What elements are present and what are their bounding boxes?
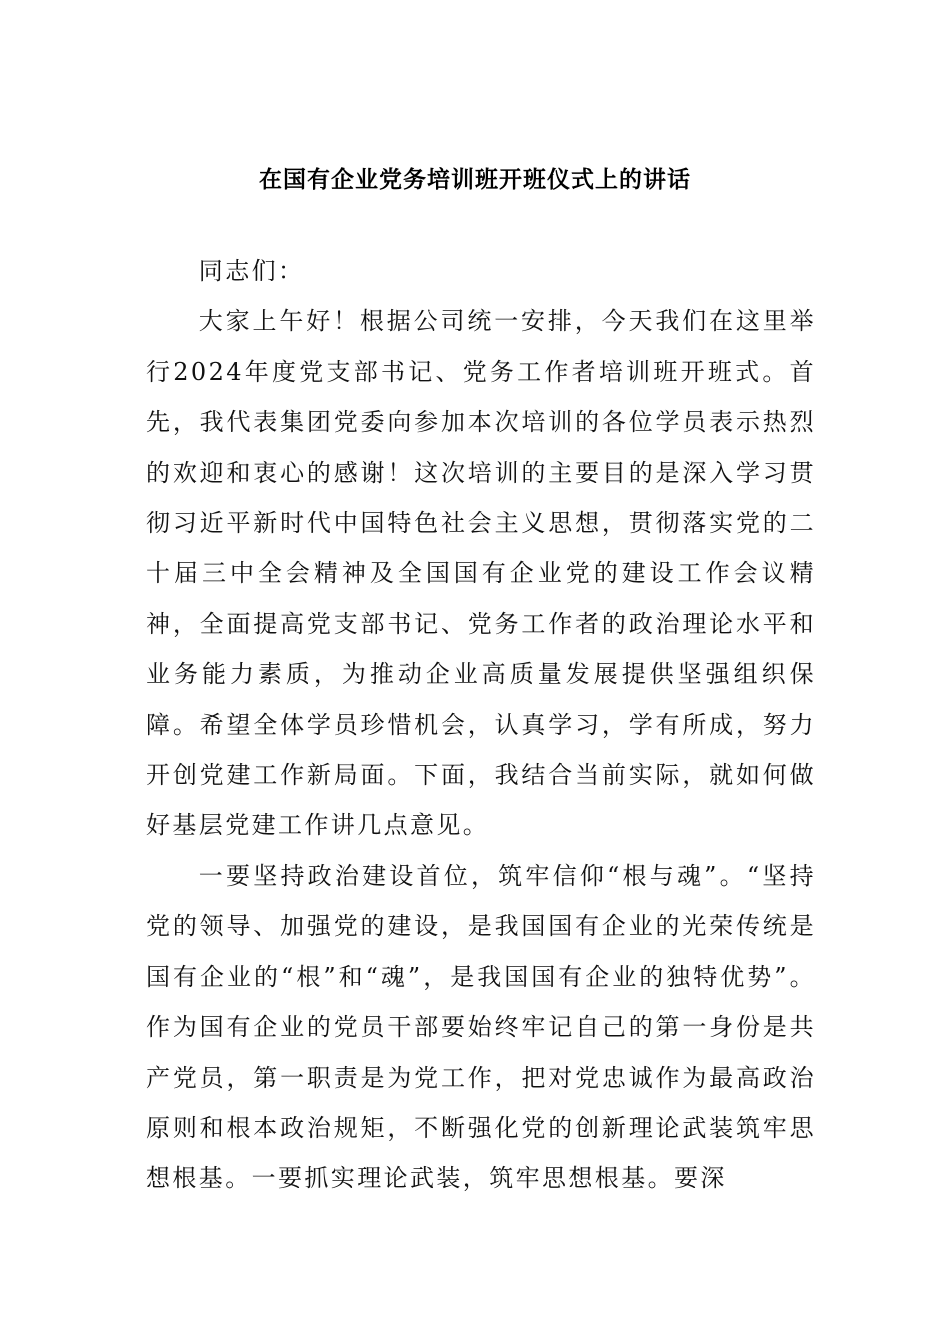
paragraph-political-building: 一要坚持政治建设首位，筑牢信仰“根与魂”。“坚持党的领导、加强党的建设，是我国国有企业的光荣传统是国有企业的“根”和“魂”，是我国国有企业的独特优势”。作为国有企业的党员干部要始终牢记自己的第一身份是共产党员，第一职责是为党工作，把对党忠诚作为最高政治原则和根本政治规矩，不断强化党的创新理论武装筑牢思想根基。一要抓实理论武装，筑牢思想根基。要深 [146, 861, 816, 1193]
document-title: 在国有企业党务培训班开班仪式上的讲话 [259, 166, 691, 193]
document-body [146, 246, 816, 1204]
paragraph-opening: 大家上午好！根据公司统一安排，今天我们在这里举行2024年度党支部书记、党务工作者培训班开班式。首先，我代表集团党委向参加本次培训的各位学员表示热烈的欢迎和衷心的感谢！这次培训的主要目的是深入学习贯彻习近平新时代中国特色社会主义思想，贯彻落实党的二十届三中全会精神及全国国有企业党的建设工作会议精神，全面提高党支部书记、党务工作者的政治理论水平和业务能力素质，为推动企业高质量发展提供坚强组织保障。希望全体学员珍惜机会，认真学习，学有所成，努力开创党建工作新局面。下面，我结合当前实际，就如何做好基层党建工作讲几点意见。 [146, 307, 816, 840]
salutation: 同志们： [198, 257, 305, 285]
